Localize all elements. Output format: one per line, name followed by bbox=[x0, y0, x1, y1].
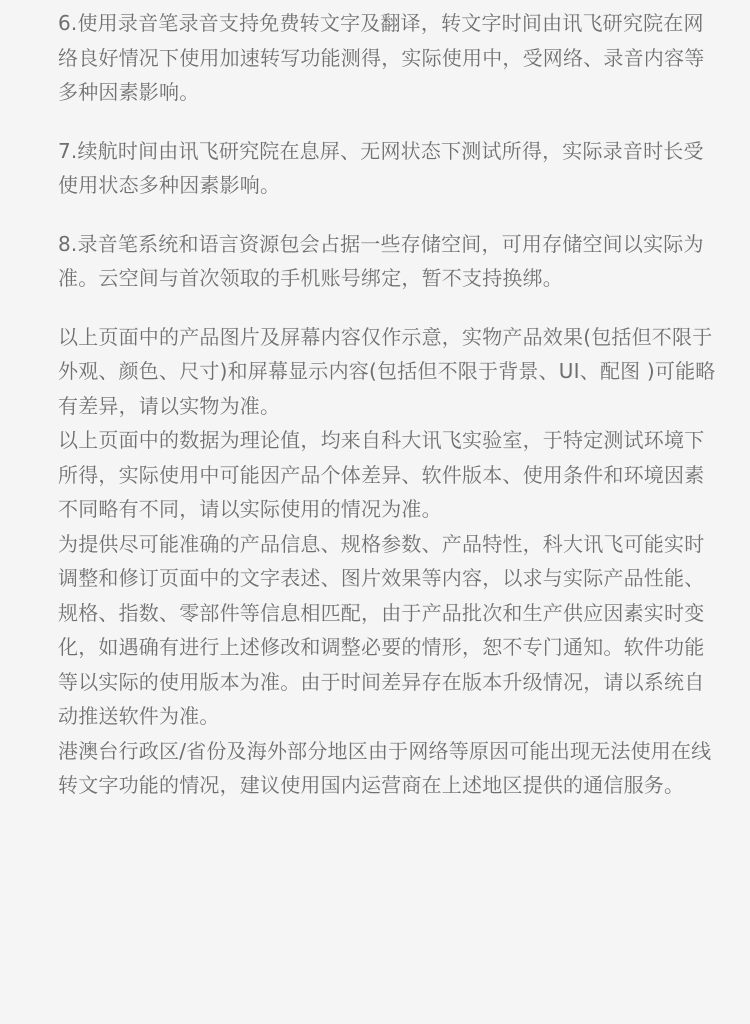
note-6-transcription: 6.使用录音笔录音支持免费转文字及翻译，转文字时间由讯飞研究院在网络良好情况下使用加速转写功能测得，实际使用中，受网络、录音内容等多种因素影响。 bbox=[58, 11, 705, 104]
disclaimer-updates: 为提供尽可能准确的产品信息、规格参数、产品特性，科大讯飞可能实时调整和修订页面中的文字表述、图片效果等内容，以求与实际产品性能、规格、指数、零部件等信息相匹配，由于产品批次和生产供应因素实时变化，如遇确有进行上述修改和调整必要的情形，恕不专门通知。软件功能等以实际的使用版本为准。由于时间差异存在版本升级情况，请以系统自动推送软件为准。 bbox=[58, 531, 705, 728]
disclaimer-regions: 港澳台行政区/省份及海外部分地区由于网络等原因可能出现无法使用在线转文字功能的情况，建议使用国内运营商在上述地区提供的通信服务。 bbox=[58, 738, 712, 797]
disclaimer-section bbox=[58, 320, 722, 803]
disclaimer-images: 以上页面中的产品图片及屏幕内容仅作示意，实物产品效果(包括但不限于外观、颜色、尺寸)和屏幕显示内容(包括但不限于背景、UI、配图 )可能略有差异，请以实物为准。 bbox=[58, 324, 716, 418]
note-8-storage-cloud: 8.录音笔系统和语言资源包会占据一些存储空间，可用存储空间以实际为准。云空间与首次领取的手机账号绑定，暂不支持换绑。 bbox=[58, 231, 704, 290]
disclaimer-data: 以上页面中的数据为理论值，均来自科大讯飞实验室，于特定测试环境下所得，实际使用中可能因产品个体差异、软件版本、使用条件和环境因素不同略有不同，请以实际使用的情况为准。 bbox=[58, 428, 705, 521]
note-7-battery-life: 7.续航时间由讯飞研究院在息屏、无网状态下测试所得，实际录音时长受使用状态多种因素影响。 bbox=[58, 138, 704, 197]
